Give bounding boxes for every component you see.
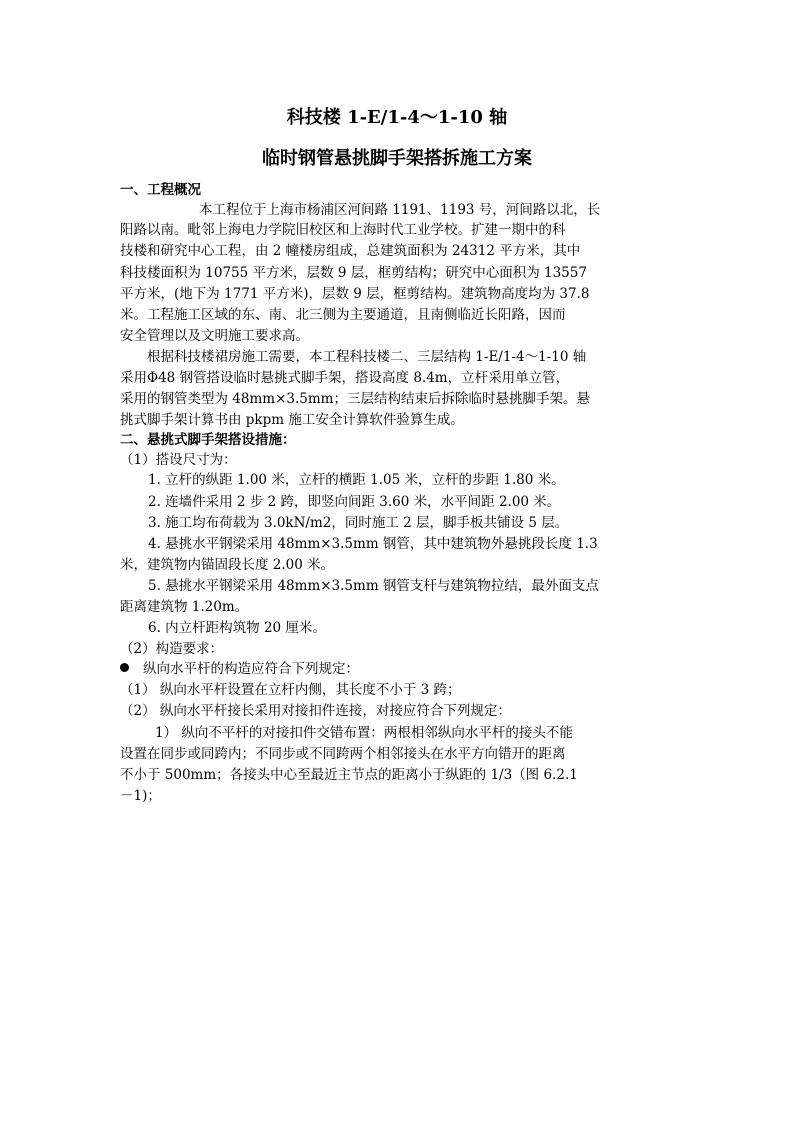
list-item: 5. 悬挑水平钢梁采用 48mm×3.5mm 钢管支杆与建筑物拉结，最外面支点: [148, 578, 599, 594]
paragraph-line: 根据科技楼裙房施工需要，本工程科技楼二、三层结构 1-E/1-4～1-10 轴: [147, 349, 587, 365]
list-item: 2. 连墙件采用 2 步 2 跨，即竖向间距 3.60 米，水平间距 2.00 米。: [148, 494, 561, 510]
section-heading-1: 一、工程概况: [120, 182, 201, 198]
list-item: （1） 纵向水平杆设置在立杆内侧，其长度不小于 3 跨；: [120, 682, 461, 698]
document-title: 科技楼 1-E/1-4～1-10 轴: [286, 107, 508, 128]
paragraph-line: －1)；: [120, 788, 161, 804]
document-subtitle: 临时钢管悬挑脚手架搭拆施工方案: [262, 148, 532, 169]
subsection-heading: （1）搭设尺寸为：: [120, 452, 237, 468]
paragraph-line: 科技楼面积为 10755 平方米，层数 9 层，框剪结构；研究中心面积为 13557: [120, 265, 587, 281]
paragraph-line: 采用的钢管类型为 48mm×3.5mm；三层结构结束后拆除临时悬挑脚手架。悬: [120, 391, 590, 407]
bullet-item: [120, 660, 359, 678]
list-item-continuation: 距离建筑物 1.20m。: [120, 599, 249, 615]
subsection-heading: （2）构造要求：: [120, 641, 224, 657]
paragraph-line: 设置在同步或同跨内；不同步或不同跨两个相邻接头在水平方向错开的距离: [120, 746, 566, 762]
paragraph-line: 技楼和研究中心工程，由 2 幢楼房组成，总建筑面积为 24312 平方米，其中: [120, 243, 581, 259]
section-heading-2: 二、悬挑式脚手架搭设措施：: [120, 432, 296, 448]
bullet-item-text: 纵向水平杆的构造应符合下列规定：: [143, 661, 359, 677]
paragraph-line: 不小于 500mm；各接头中心至最近主节点的距离小于纵距的 1/3（图 6.2.1: [120, 767, 578, 783]
list-item: 4. 悬挑水平钢梁采用 48mm×3.5mm 钢管，其中建筑物外悬挑段长度 1.3: [148, 536, 598, 552]
paragraph-line: 米。工程施工区域的东、南、北三侧为主要通道，且南侧临近长阳路，因而: [120, 307, 566, 323]
list-item: 1） 纵向不平杆的对接扣件交错布置：两根相邻纵向水平杆的接头不能: [155, 725, 573, 741]
paragraph-line: 挑式脚手架计算书由 pkpm 施工安全计算软件验算生成。: [120, 412, 464, 428]
paragraph-line: 平方米，(地下为 1771 平方米)，层数 9 层，框剪结构。建筑物高度均为 37.8: [120, 286, 590, 302]
paragraph-line: 采用Φ48 钢管搭设临时悬挑式脚手架，搭设高度 8.4m，立杆采用单立管，: [120, 370, 570, 386]
list-item: 3. 施工均布荷载为 3.0kN/m2，同时施工 2 层，脚手板共铺设 5 层。: [148, 515, 569, 531]
paragraph-line: 安全管理以及文明施工要求高。: [120, 328, 309, 344]
paragraph-line: 本工程位于上海市杨浦区河间路 1191、1193 号，河间路以北，长: [199, 202, 601, 218]
bullet-icon: [120, 663, 129, 672]
paragraph-line: 阳路以南。毗邻上海电力学院旧校区和上海时代工业学校。扩建一期中的科: [120, 222, 566, 238]
list-item: （2） 纵向水平杆接长采用对接扣件连接，对接应符合下列规定：: [120, 703, 511, 719]
list-item: 6. 内立杆距构筑物 20 厘米。: [148, 620, 326, 636]
list-item: 1. 立杆的纵距 1.00 米，立杆的横距 1.05 米，立杆的步距 1.80 米。: [148, 472, 565, 488]
list-item-continuation: 米，建筑物内锚固段长度 2.00 米。: [120, 557, 335, 573]
